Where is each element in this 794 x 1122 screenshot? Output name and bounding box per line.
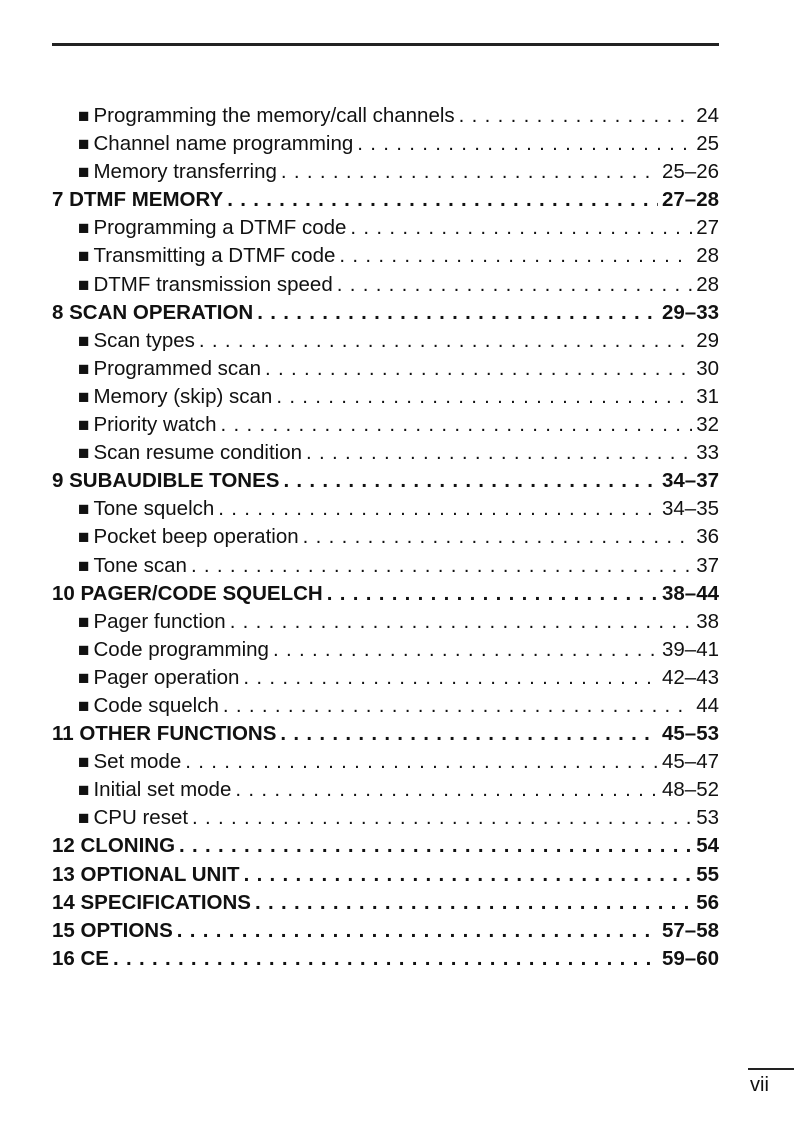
dot-leader: [303, 523, 693, 551]
square-bullet-icon: ■: [78, 667, 90, 689]
toc-label: 16 CE: [52, 946, 109, 970]
toc-page: 31: [696, 384, 719, 408]
toc-label: Scan resume condition: [93, 441, 303, 465]
toc-label: 14 SPECIFICATIONS: [52, 890, 251, 914]
toc-page: 44: [696, 693, 719, 717]
toc-section[interactable]: [52, 917, 719, 945]
toc-section[interactable]: [52, 945, 719, 973]
square-bullet-icon: ■: [78, 106, 90, 127]
dot-leader: [255, 889, 692, 917]
square-bullet-icon: ■: [78, 162, 90, 184]
toc-label: Programming a DTMF code: [93, 216, 347, 240]
toc-label: Memory transferring: [93, 160, 277, 184]
toc-entry[interactable]: [52, 495, 719, 523]
square-bullet-icon: ■: [78, 246, 90, 268]
page-number: vii: [750, 1074, 769, 1096]
toc-label: Priority watch: [93, 413, 217, 437]
dot-leader: [192, 804, 692, 832]
toc-entry[interactable]: [52, 214, 719, 242]
dot-leader: [227, 186, 658, 214]
toc-entry[interactable]: [52, 636, 719, 664]
toc-page: 59–60: [661, 946, 719, 970]
toc-page: 27–28: [661, 188, 719, 212]
toc-section[interactable]: [52, 861, 719, 889]
toc-page: 29–33: [661, 300, 719, 324]
toc-section[interactable]: [52, 580, 719, 608]
toc-page: 24: [696, 104, 719, 127]
dot-leader: [327, 580, 658, 608]
toc-label: 15 OPTIONS: [52, 918, 173, 942]
toc-entry[interactable]: [52, 804, 719, 832]
dot-leader: [350, 214, 692, 242]
square-bullet-icon: ■: [78, 330, 90, 352]
dot-leader: [257, 299, 658, 327]
toc-entry[interactable]: [52, 271, 719, 299]
toc-label: Programming the memory/call channels: [93, 104, 455, 127]
toc-page: 38–44: [661, 581, 719, 605]
header-rule: [52, 43, 719, 46]
square-bullet-icon: ■: [78, 808, 90, 830]
toc-entry[interactable]: [52, 439, 719, 467]
dot-leader: [230, 608, 693, 636]
toc-entry[interactable]: [52, 383, 719, 411]
toc-section[interactable]: [52, 720, 719, 748]
square-bullet-icon: ■: [78, 555, 90, 577]
toc-entry[interactable]: [52, 608, 719, 636]
square-bullet-icon: ■: [78, 780, 90, 802]
toc-page: 42–43: [661, 665, 719, 689]
toc-label: 11 OTHER FUNCTIONS: [52, 722, 277, 746]
toc-label: Pager function: [93, 609, 226, 633]
dot-leader: [265, 355, 692, 383]
square-bullet-icon: ■: [78, 386, 90, 408]
square-bullet-icon: ■: [78, 415, 90, 437]
toc-page: 53: [696, 806, 719, 830]
toc-label: Memory (skip) scan: [93, 384, 273, 408]
square-bullet-icon: ■: [78, 218, 90, 240]
toc-entry[interactable]: [52, 327, 719, 355]
toc-label: Channel name programming: [93, 132, 354, 156]
toc-page: 56: [696, 890, 719, 914]
toc-page: 55: [696, 862, 719, 886]
square-bullet-icon: ■: [78, 695, 90, 717]
toc-page: 30: [696, 356, 719, 380]
toc-section[interactable]: [52, 467, 719, 495]
toc-page: 28: [696, 244, 719, 268]
toc-label: 13 OPTIONAL UNIT: [52, 862, 240, 886]
toc-label: 10 PAGER/CODE SQUELCH: [52, 581, 323, 605]
toc-label: Pager operation: [93, 665, 240, 689]
dot-leader: [280, 720, 658, 748]
toc-label: Code programming: [93, 637, 269, 661]
dot-leader: [179, 832, 692, 860]
table-of-contents: [52, 102, 719, 973]
toc-page: 33: [696, 441, 719, 465]
toc-section[interactable]: [52, 889, 719, 917]
toc-page: 38: [696, 609, 719, 633]
toc-page: 25: [696, 132, 719, 156]
square-bullet-icon: ■: [78, 499, 90, 521]
dot-leader: [273, 636, 658, 664]
dot-leader: [185, 748, 658, 776]
toc-label: 7 DTMF MEMORY: [52, 188, 224, 212]
square-bullet-icon: ■: [78, 639, 90, 661]
toc-label: 9 SUBAUDIBLE TONES: [52, 469, 280, 493]
toc-page: 34–35: [661, 497, 719, 521]
toc-page: 45–53: [661, 722, 719, 746]
square-bullet-icon: ■: [78, 611, 90, 633]
toc-label: Tone squelch: [93, 497, 215, 521]
toc-entry[interactable]: [52, 102, 719, 130]
toc-entry[interactable]: [52, 552, 719, 580]
dot-leader: [459, 102, 693, 130]
toc-label: CPU reset: [93, 806, 189, 830]
toc-page: 32: [696, 413, 719, 437]
dot-leader: [357, 130, 692, 158]
footer-rule: [748, 1068, 794, 1070]
toc-page: 45–47: [661, 750, 719, 774]
toc-section[interactable]: [52, 186, 719, 214]
toc-entry[interactable]: [52, 776, 719, 804]
toc-label: Transmitting a DTMF code: [93, 244, 336, 268]
dot-leader: [244, 861, 693, 889]
dot-leader: [177, 917, 658, 945]
dot-leader: [199, 327, 692, 355]
toc-page: 57–58: [661, 918, 719, 942]
dot-leader: [337, 271, 692, 299]
square-bullet-icon: ■: [78, 752, 90, 774]
dot-leader: [339, 242, 692, 270]
toc-entry[interactable]: [52, 130, 719, 158]
square-bullet-icon: ■: [78, 443, 90, 465]
toc-label: Code squelch: [93, 693, 219, 717]
toc-label: DTMF transmission speed: [93, 272, 333, 296]
toc-page: 48–52: [661, 778, 719, 802]
dot-leader: [306, 439, 692, 467]
toc-entry[interactable]: [52, 242, 719, 270]
toc-page: 37: [696, 553, 719, 577]
toc-entry[interactable]: [52, 411, 719, 439]
toc-entry[interactable]: [52, 355, 719, 383]
toc-label: Initial set mode: [93, 778, 232, 802]
dot-leader: [221, 411, 693, 439]
toc-page: 28: [696, 272, 719, 296]
toc-entry[interactable]: [52, 748, 719, 776]
toc-entry[interactable]: [52, 692, 719, 720]
dot-leader: [218, 495, 658, 523]
square-bullet-icon: ■: [78, 358, 90, 380]
dot-leader: [191, 552, 692, 580]
square-bullet-icon: ■: [78, 274, 90, 296]
toc-label: Programmed scan: [93, 356, 261, 380]
dot-leader: [113, 945, 658, 973]
toc-page: 54: [696, 834, 719, 858]
toc-label: Set mode: [93, 750, 182, 774]
square-bullet-icon: ■: [78, 134, 90, 156]
toc-label: 8 SCAN OPERATION: [52, 300, 254, 324]
toc-page: 36: [696, 525, 719, 549]
square-bullet-icon: ■: [78, 527, 90, 549]
dot-leader: [283, 467, 658, 495]
toc-page: 39–41: [661, 637, 719, 661]
toc-page: 27: [696, 216, 719, 240]
dot-leader: [281, 158, 658, 186]
toc-entry[interactable]: [52, 664, 719, 692]
toc-label: 12 CLONING: [52, 834, 176, 858]
toc-page: 34–37: [661, 469, 719, 493]
dot-leader: [276, 383, 692, 411]
toc-label: Pocket beep operation: [93, 525, 299, 549]
dot-leader: [223, 692, 692, 720]
dot-leader: [243, 664, 658, 692]
toc-label: Tone scan: [93, 553, 187, 577]
toc-page: 29: [696, 328, 719, 352]
toc-page: 25–26: [661, 160, 719, 184]
toc-label: Scan types: [93, 328, 195, 352]
toc-section[interactable]: [52, 832, 719, 860]
toc-entry[interactable]: [52, 523, 719, 551]
dot-leader: [235, 776, 658, 804]
toc-section[interactable]: [52, 299, 719, 327]
toc-entry[interactable]: [52, 158, 719, 186]
